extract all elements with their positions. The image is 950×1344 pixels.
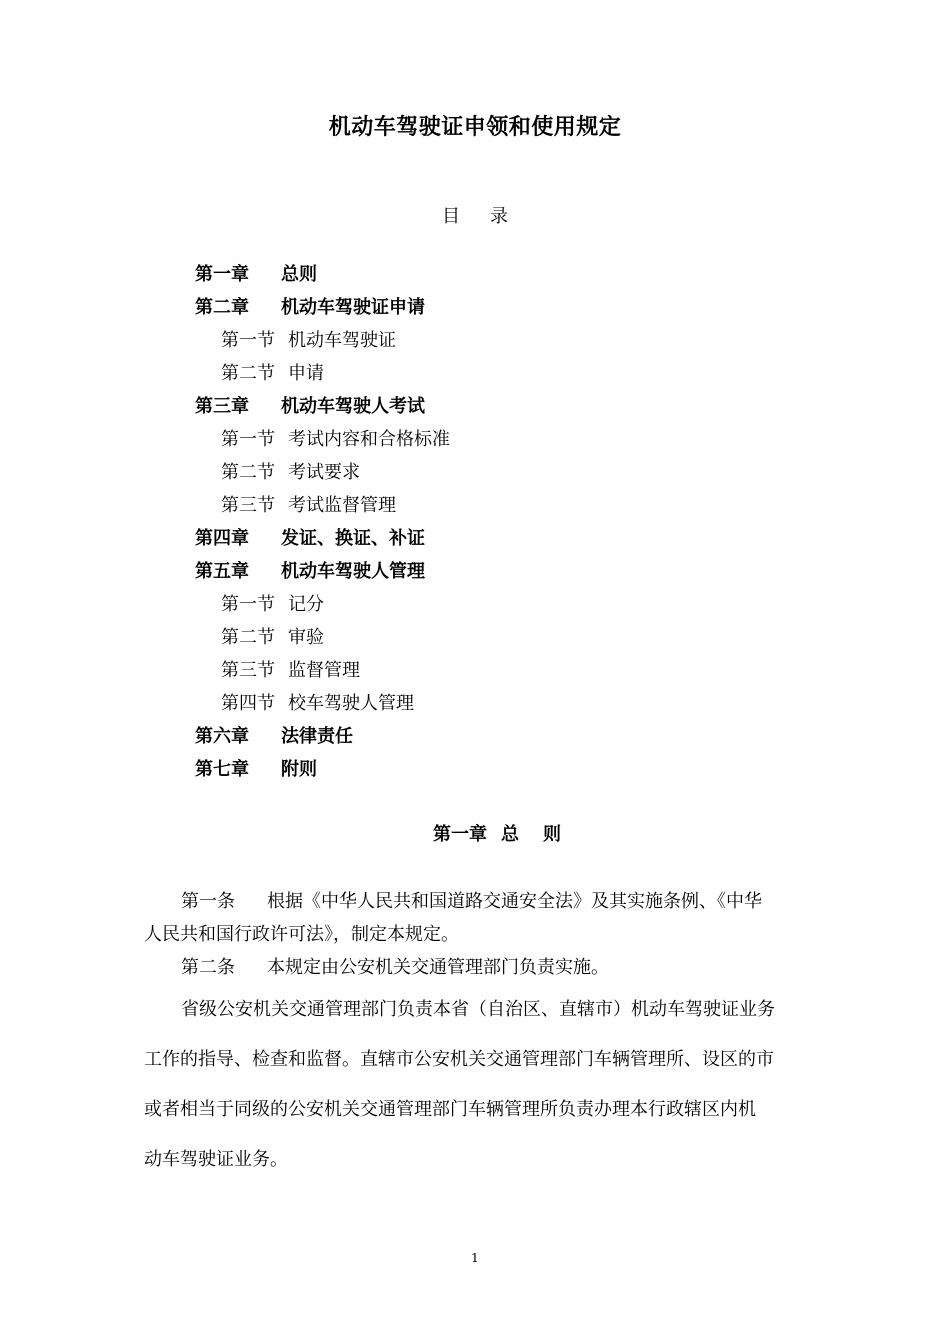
article-text: 根据《中华人民共和国道路交通安全法》及其实施条例、《中华: [267, 891, 762, 912]
toc-section[interactable]: [221, 423, 450, 456]
toc-num: 第七章: [195, 759, 249, 780]
toc-section[interactable]: [221, 621, 324, 654]
toc-label: 附则: [281, 759, 317, 780]
toc-chapter-7[interactable]: [195, 753, 317, 786]
toc-num: 第二章: [195, 297, 249, 318]
toc-section[interactable]: [221, 489, 396, 522]
toc-section[interactable]: [221, 588, 324, 621]
toc-label: 机动车驾驶证申请: [281, 297, 425, 318]
toc-label: 机动车驾驶人管理: [281, 561, 425, 582]
toc-label: 申请: [288, 363, 324, 384]
chapter-num: 第一章: [433, 824, 487, 845]
toc-chapter-6[interactable]: [195, 720, 353, 753]
paragraph-line: 或者相当于同级的公安机关交通管理部门车辆管理所负责办理本行政辖区内机: [144, 1099, 756, 1120]
toc-num: 第二节: [221, 627, 275, 648]
toc-num: 第一节: [221, 594, 275, 615]
toc-label: 机动车驾驶证: [288, 330, 396, 351]
toc-chapter-3[interactable]: [195, 390, 425, 423]
toc-label: 考试要求: [288, 462, 360, 483]
toc-section[interactable]: [221, 654, 360, 687]
toc-label: 监督管理: [288, 660, 360, 681]
toc-num: 第五章: [195, 561, 249, 582]
toc-label: 发证、换证、补证: [281, 528, 425, 549]
paragraph-line: 工作的指导、检查和监督。直辖市公安机关交通管理部门车辆管理所、设区的市: [144, 1049, 774, 1070]
chapter-title-a: 总: [501, 824, 519, 845]
toc-label: 考试监督管理: [288, 495, 396, 516]
toc-num: 第四章: [195, 528, 249, 549]
toc-section[interactable]: [221, 687, 414, 720]
page-number: 1: [471, 1251, 479, 1265]
toc-heading-left: 目: [442, 206, 460, 227]
toc-chapter-2[interactable]: [195, 291, 425, 324]
article-text-line: 人民共和国行政许可法》，制定本规定。: [144, 924, 459, 945]
toc-num: 第二节: [221, 462, 275, 483]
toc-label: 记分: [288, 594, 324, 615]
toc-num: 第三章: [195, 396, 249, 417]
toc-label: 法律责任: [281, 726, 353, 747]
toc-label: 机动车驾驶人考试: [281, 396, 425, 417]
toc-num: 第三节: [221, 660, 275, 681]
paragraph-line: 动车驾驶证业务。: [144, 1149, 288, 1170]
article-text: 本规定由公安机关交通管理部门负责实施。: [267, 957, 609, 978]
toc-num: 第六章: [195, 726, 249, 747]
paragraph-line: 省级公安机关交通管理部门负责本省（自治区、直辖市）机动车驾驶证业务: [181, 999, 775, 1020]
toc-section[interactable]: [221, 357, 324, 390]
toc-section[interactable]: [221, 456, 360, 489]
toc-label: 总则: [281, 264, 317, 285]
article-num: 第二条: [181, 957, 235, 978]
chapter-heading: [433, 820, 561, 846]
toc-heading: [0, 202, 950, 228]
toc-section[interactable]: [221, 324, 396, 357]
toc-chapter-5[interactable]: [195, 555, 425, 588]
toc-label: 校车驾驶人管理: [288, 693, 414, 714]
toc-num: 第二节: [221, 363, 275, 384]
document-title: 机动车驾驶证申领和使用规定: [328, 115, 622, 140]
toc-chapter-1[interactable]: [195, 258, 317, 291]
toc-num: 第三节: [221, 495, 275, 516]
chapter-title-b: 则: [543, 824, 561, 845]
toc-num: 第四节: [221, 693, 275, 714]
toc-label: 审验: [288, 627, 324, 648]
article-num: 第一条: [181, 891, 235, 912]
toc-chapter-4[interactable]: [195, 522, 425, 555]
toc-heading-right: 录: [490, 206, 508, 227]
toc-num: 第一章: [195, 264, 249, 285]
toc-label: 考试内容和合格标准: [288, 429, 450, 450]
toc-num: 第一节: [221, 429, 275, 450]
toc-num: 第一节: [221, 330, 275, 351]
